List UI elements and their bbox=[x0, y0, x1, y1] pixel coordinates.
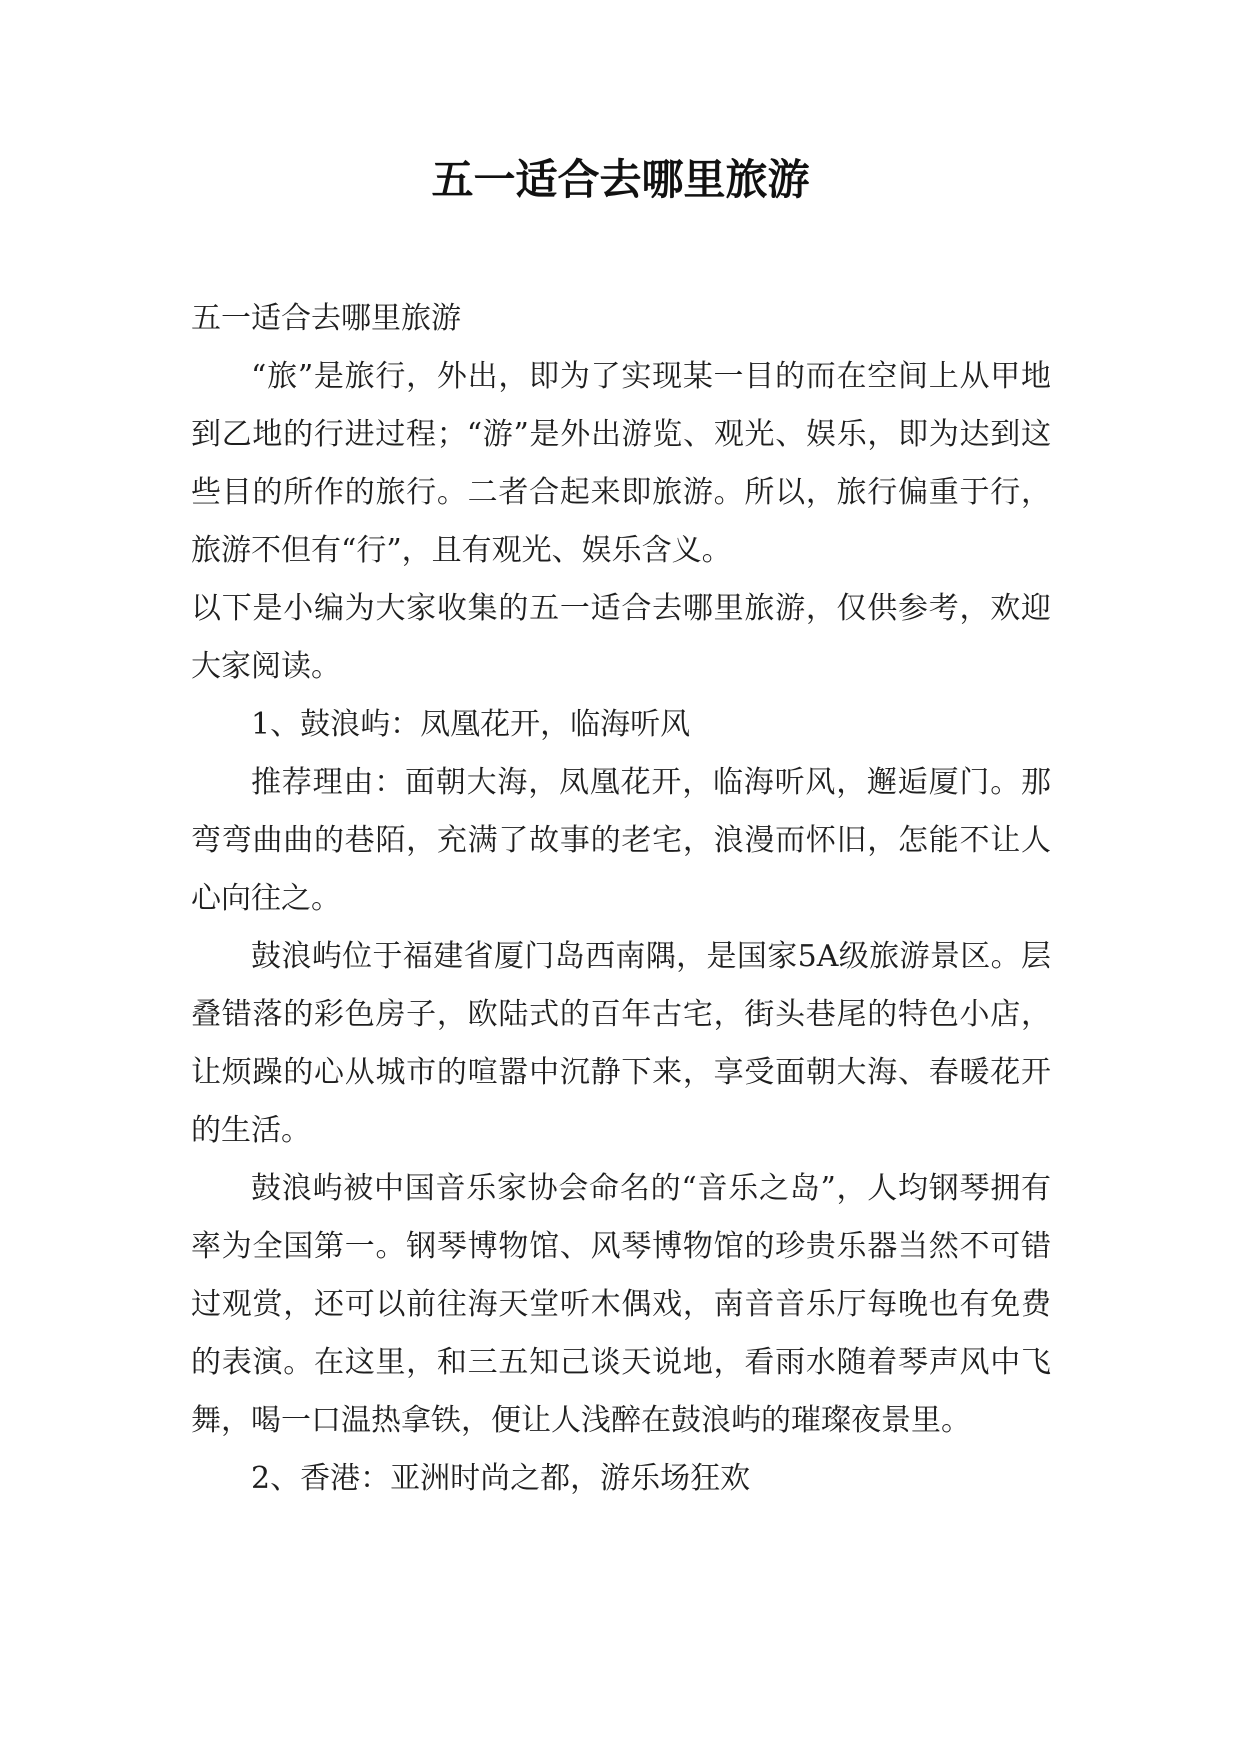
paragraph-gulangyu-music: 鼓浪屿被中国音乐家协会命名的“音乐之岛”，人均钢琴拥有率为全国第一。钢琴博物馆、风琴博物馆的珍贵乐器当然不可错过观赏，还可以前往海天堂听木偶戏，南音音乐厅每晚也有免费的表演。在这里，和三五知己谈天说地，看雨水随着琴声风中飞舞，喝一口温热拿铁，便让人浅醉在鼓浪屿的璀璨夜景里。 bbox=[191, 1171, 1051, 1438]
paragraph-gulangyu-location: 鼓浪屿位于福建省厦门岛西南隅，是国家5A级旅游景区。层叠错落的彩色房子，欧陆式的百年古宅，街头巷尾的特色小店，让烦躁的心从城市的喧嚣中沉静下来，享受面朝大海、春暖花开的生活。 bbox=[191, 939, 1051, 1148]
paragraph-intro: 以下是小编为大家收集的五一适合去哪里旅游，仅供参考，欢迎大家阅读。 bbox=[191, 591, 1051, 684]
section-heading-gulangyu: 1、鼓浪屿：凤凰花开，临海听风 bbox=[251, 707, 691, 742]
document-title: 五一适合去哪里旅游 bbox=[431, 155, 810, 204]
section-heading-hongkong: 2、香港：亚洲时尚之都，游乐场狂欢 bbox=[251, 1461, 751, 1496]
document-body bbox=[191, 290, 1051, 1508]
paragraph-gulangyu-reason: 推荐理由：面朝大海，凤凰花开，临海听风，邂逅厦门。那弯弯曲曲的巷陌，充满了故事的老宅，浪漫而怀旧，怎能不让人心向往之。 bbox=[191, 765, 1051, 916]
paragraph-definition: “旅”是旅行，外出，即为了实现某一目的而在空间上从甲地到乙地的行进过程；“游”是外出游览、观光、娱乐，即为达到这些目的所作的旅行。二者合起来即旅游。所以，旅行偏重于行，旅游不但有“行”，且有观光、娱乐含义。 bbox=[191, 359, 1051, 568]
paragraph-subtitle: 五一适合去哪里旅游 bbox=[191, 301, 461, 336]
